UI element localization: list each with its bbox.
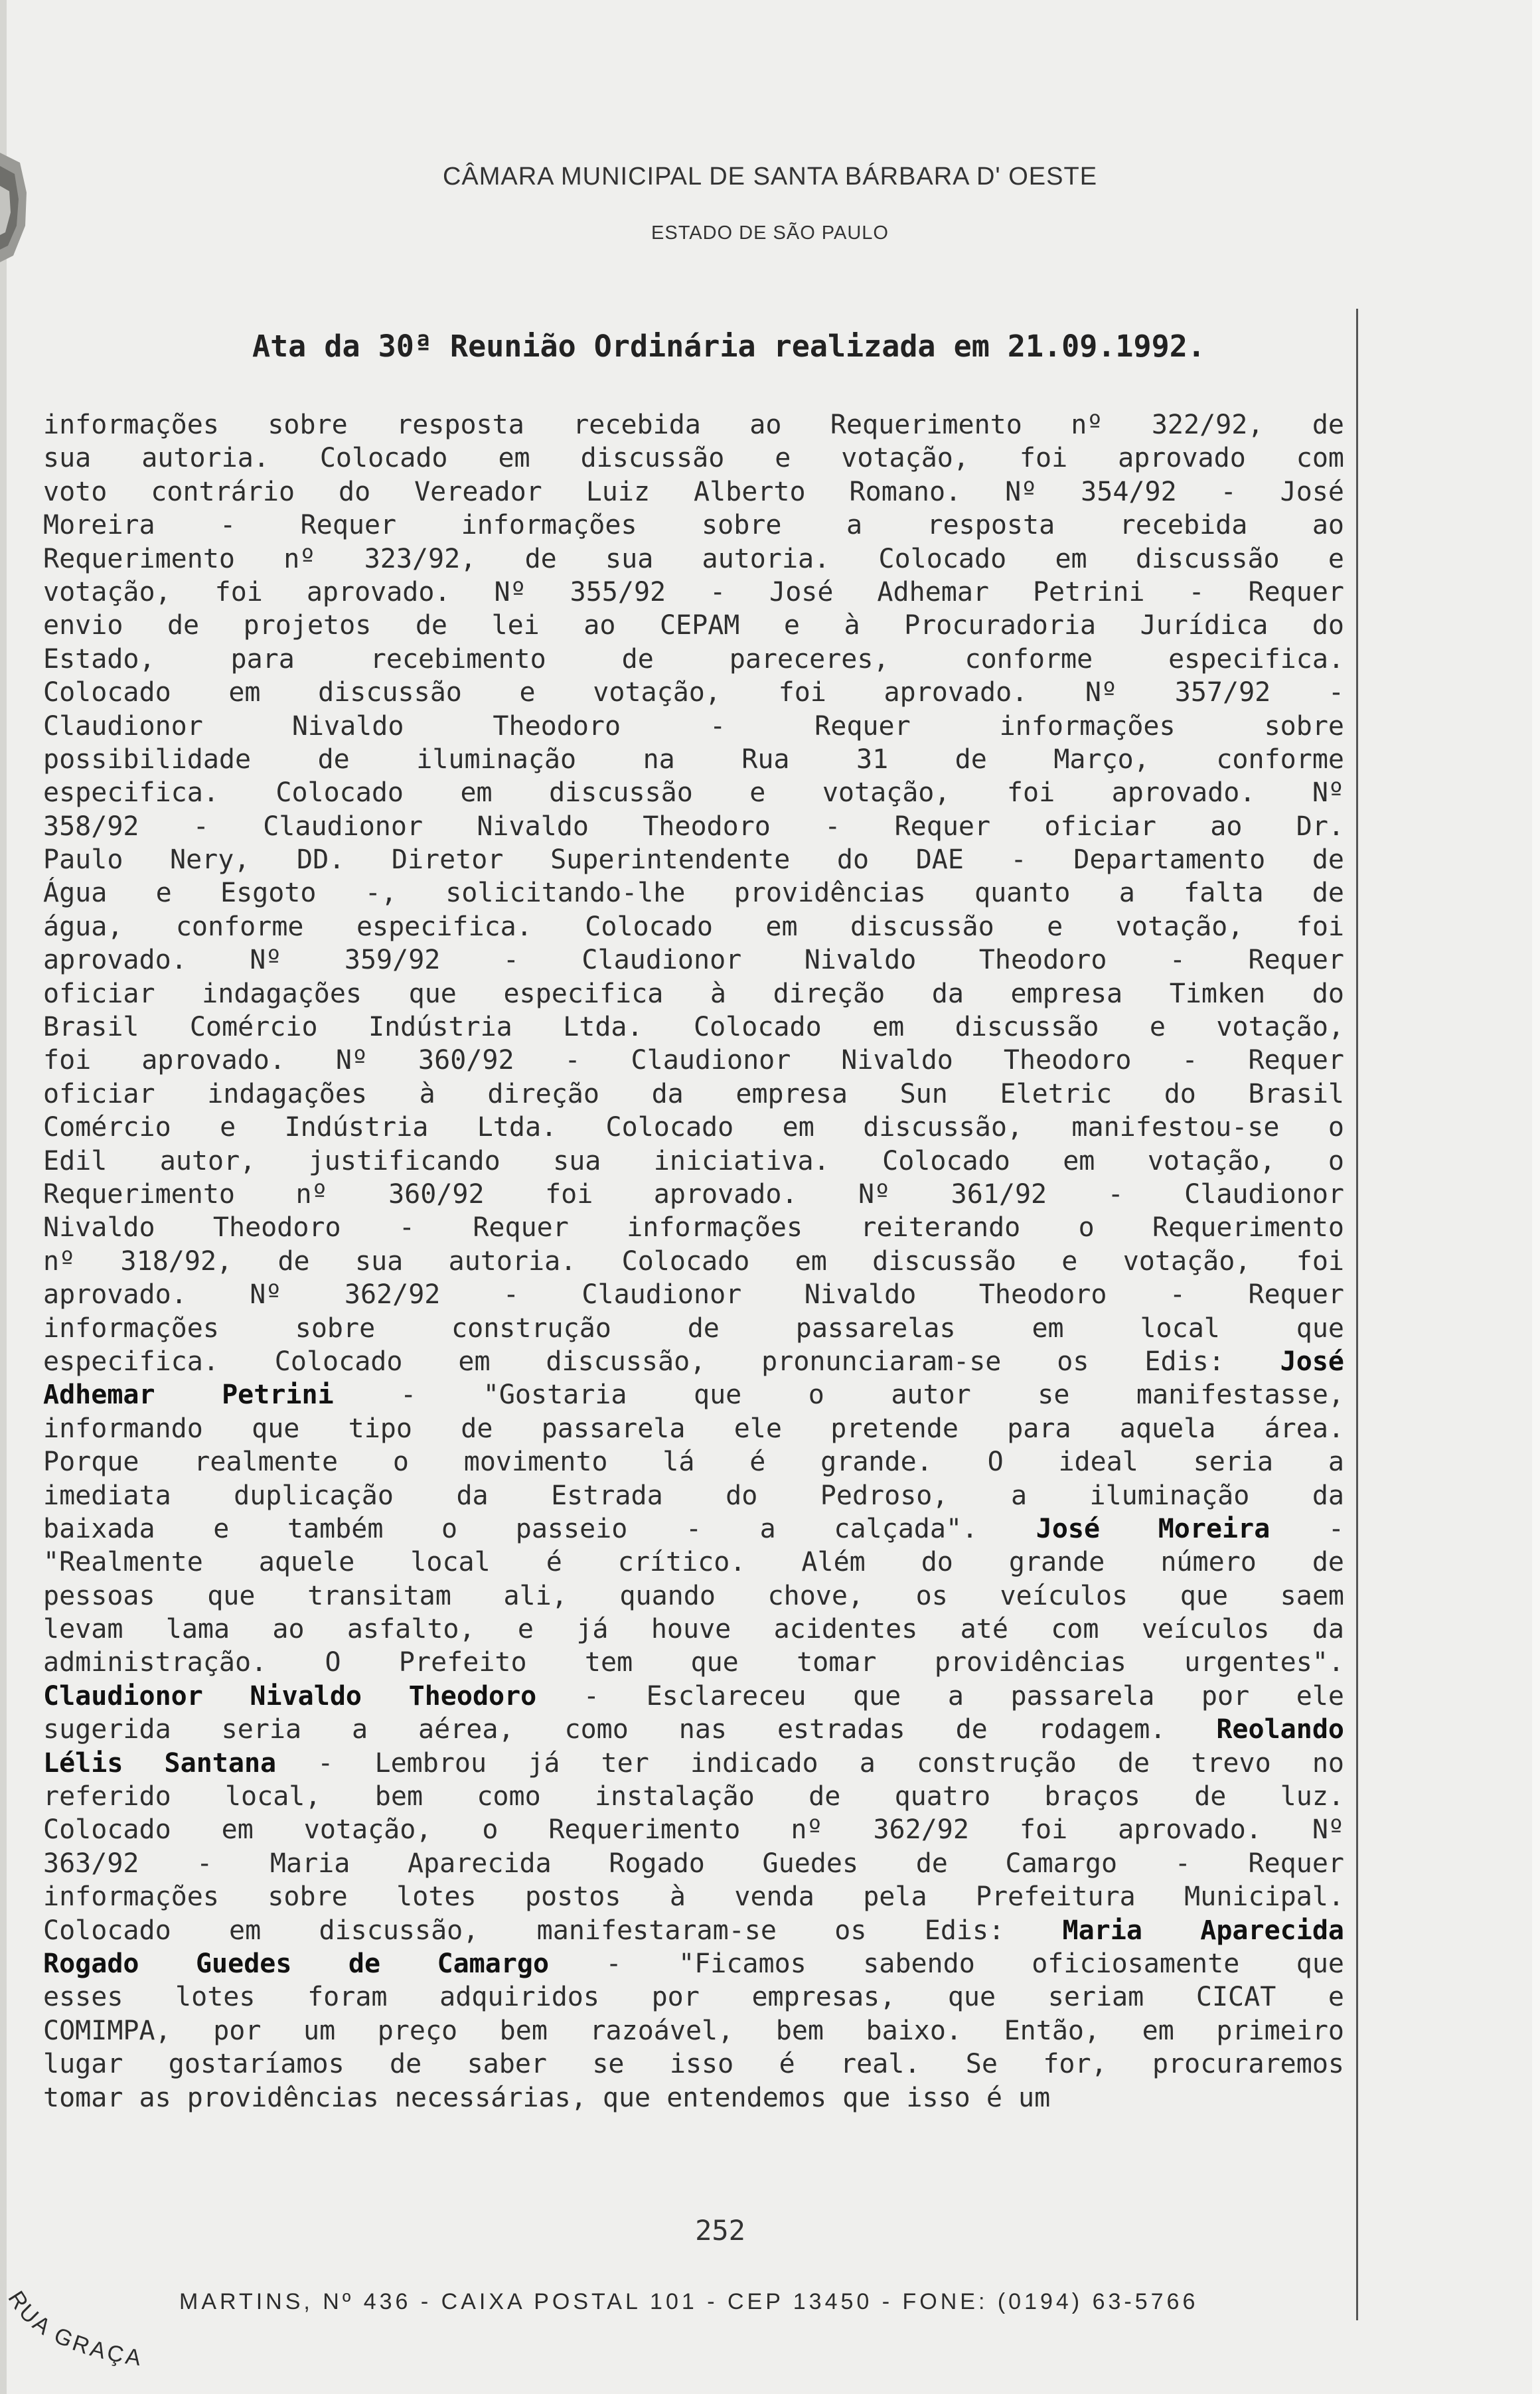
text-segment: - "Ficamos sabendo oficiosamente que <box>549 1948 1344 1979</box>
text-line <box>43 2081 1344 2115</box>
text-line <box>43 1077 1344 1111</box>
speaker-name: Maria Aparecida <box>1062 1915 1345 1946</box>
text-line <box>43 743 1344 776</box>
text-line <box>43 1479 1344 1512</box>
page-number: 252 <box>695 2214 745 2247</box>
text-segment: Água e Esgoto -, solicitando-lhe providências quanto a falta de <box>43 878 1344 909</box>
text-line <box>43 1713 1344 1746</box>
text-segment: água, conforme especifica. Colocado em discussão e votação, foi <box>43 911 1344 942</box>
speaker-name: Adhemar Petrini <box>43 1380 334 1411</box>
page-left-edge <box>0 0 7 2394</box>
text-segment: informações sobre lotes postos à venda pela Prefeitura Municipal. <box>43 1881 1344 1913</box>
text-line <box>43 1947 1344 1980</box>
text-segment: Colocado em votação, o Requerimento nº 362/92 foi aprovado. Nº <box>43 1814 1344 1846</box>
text-segment: Requerimento nº 360/92 foi aprovado. Nº 361/92 - Claudionor <box>43 1178 1344 1210</box>
text-line <box>43 1010 1344 1044</box>
text-segment: baixada e também o passeio - a calçada". <box>43 1513 1036 1544</box>
text-line <box>43 1278 1344 1311</box>
text-segment: Comércio e Indústria Ltda. Colocado em discussão, manifestou-se o <box>43 1112 1344 1143</box>
text-line <box>43 1880 1344 1913</box>
text-line <box>43 1345 1344 1378</box>
document-title: Ata da 30ª Reunião Ordinária realizada em 21.09.1992. <box>252 329 1205 364</box>
text-segment: - Esclareceu que a passarela por ele <box>536 1680 1344 1712</box>
text-line <box>43 609 1344 642</box>
text-segment: 358/92 - Claudionor Nivaldo Theodoro - Requer oficiar ao Dr. <box>43 811 1344 842</box>
text-line <box>43 810 1344 843</box>
text-line <box>43 843 1344 876</box>
text-line <box>43 1145 1344 1178</box>
svg-text:RUA GRAÇA: RUA GRAÇA <box>3 2290 145 2371</box>
text-line <box>43 643 1344 676</box>
text-segment: COMIMPA, por um preço bem razoável, bem baixo. Então, em primeiro <box>43 2015 1344 2046</box>
text-segment: - Lembrou já ter indicado a construção de trevo no <box>276 1747 1344 1779</box>
text-segment: - "Gostaria que o autor se manifestasse, <box>333 1380 1344 1411</box>
text-segment: levam lama ao asfalto, e já houve acidentes até com veículos da <box>43 1614 1344 1645</box>
text-line <box>43 1312 1344 1345</box>
speaker-name: José Moreira <box>1036 1513 1270 1544</box>
text-line <box>43 1813 1344 1846</box>
text-line <box>43 475 1344 509</box>
text-segment: sua autoria. Colocado em discussão e votação, foi aprovado com <box>43 443 1344 474</box>
text-segment: oficiar indagações à direção da empresa Sun Eletric do Brasil <box>43 1078 1344 1109</box>
text-line <box>43 1245 1344 1278</box>
text-line <box>43 1546 1344 1579</box>
margin-rule <box>1356 309 1358 2320</box>
text-segment: Requerimento nº 323/92, de sua autoria. Colocado em discussão e <box>43 543 1344 574</box>
text-line <box>43 1780 1344 1813</box>
text-segment: Colocado em discussão, manifestaram-se os Edis: <box>43 1915 1063 1946</box>
text-segment: pessoas que transitam ali, quando chove, os veículos que saem <box>43 1580 1344 1611</box>
text-segment: Nivaldo Theodoro - Requer informações reiterando o Requerimento <box>43 1212 1344 1243</box>
text-segment: aprovado. Nº 362/92 - Claudionor Nivaldo Theodoro - Requer <box>43 1279 1344 1311</box>
text-line <box>43 1378 1344 1411</box>
text-segment: aprovado. Nº 359/92 - Claudionor Nivaldo Theodoro - Requer <box>43 945 1344 976</box>
text-segment: Colocado em discussão e votação, foi aprovado. Nº 357/92 - <box>43 677 1344 708</box>
text-segment: especifica. Colocado em discussão e votação, foi aprovado. Nº <box>43 777 1344 809</box>
text-segment: tomar as providências necessárias, que entendemos que isso é um <box>43 2082 1051 2113</box>
text-line <box>43 1646 1344 1679</box>
text-segment: Paulo Nery, DD. Diretor Superintendente do DAE - Departamento de <box>43 844 1344 876</box>
text-segment: - <box>1270 1513 1344 1544</box>
text-line <box>43 943 1344 977</box>
text-line <box>43 977 1344 1010</box>
municipal-seal-icon <box>0 139 38 272</box>
text-segment: referido local, bem como instalação de quatro braços de luz. <box>43 1781 1344 1812</box>
chamber-name: CÂMARA MUNICIPAL DE SANTA BÁRBARA D' OESTE <box>442 163 1098 191</box>
text-line <box>43 1178 1344 1211</box>
page-right-edge <box>1532 0 1540 2394</box>
text-segment: Porque realmente o movimento lá é grande. O ideal seria a <box>43 1447 1344 1478</box>
footer-curved-text <box>0 2290 193 2383</box>
text-segment: sugerida seria a aérea, como nas estradas de rodagem. <box>43 1714 1217 1745</box>
text-line <box>43 1111 1344 1144</box>
text-line <box>43 1613 1344 1646</box>
text-segment: Edil autor, justificando sua iniciativa. Colocado em votação, o <box>43 1145 1344 1176</box>
text-line <box>43 408 1344 441</box>
text-segment: especifica. Colocado em discussão, pronunciaram-se os Edis: <box>43 1346 1280 1377</box>
text-segment: Brasil Comércio Indústria Ltda. Colocado em discussão e votação, <box>43 1012 1344 1043</box>
text-segment: 363/92 - Maria Aparecida Rogado Guedes de Camargo - Requer <box>43 1848 1344 1879</box>
text-segment: administração. O Prefeito tem que tomar providências urgentes". <box>43 1647 1344 1678</box>
text-segment: informações sobre resposta recebida ao Requerimento nº 322/92, de <box>43 410 1344 440</box>
text-line <box>43 710 1344 743</box>
text-line <box>43 441 1344 475</box>
text-segment: imediata duplicação da Estrada do Pedroso, a iluminação da <box>43 1480 1344 1511</box>
text-segment: votação, foi aprovado. Nº 355/92 - José Adhemar Petrini - Requer <box>43 576 1344 607</box>
text-segment: Estado, para recebimento de pareceres, conforme especifica. <box>43 643 1344 675</box>
text-line <box>43 1914 1344 1947</box>
text-line <box>43 776 1344 809</box>
text-segment: Moreira - Requer informações sobre a resposta recebida ao <box>43 510 1344 541</box>
text-segment: informando que tipo de passarela ele pretende para aquela área. <box>43 1413 1344 1444</box>
speaker-name: Lélis Santana <box>43 1747 277 1779</box>
text-segment: lugar gostaríamos de saber se isso é real. Se for, procuraremos <box>43 2049 1344 2080</box>
text-segment: envio de projetos de lei ao CEPAM e à Procuradoria Jurídica do <box>43 610 1344 641</box>
text-line <box>43 1512 1344 1546</box>
speaker-name: Reolando <box>1216 1714 1344 1745</box>
text-line <box>43 576 1344 609</box>
speaker-name: Rogado Guedes de Camargo <box>43 1948 550 1979</box>
text-line <box>43 1445 1344 1478</box>
text-line <box>43 1980 1344 2014</box>
text-line <box>43 1044 1344 1077</box>
text-segment: "Realmente aquele local é crítico. Além do grande número de <box>43 1547 1344 1578</box>
text-segment: informações sobre construção de passarelas em local que <box>43 1313 1344 1344</box>
footer-address: MARTINS, Nº 436 - CAIXA POSTAL 101 - CEP 13450 - FONE: (0194) 63-5766 <box>179 2289 1199 2314</box>
text-segment: possibilidade de iluminação na Rua 31 de Março, conforme <box>43 744 1344 775</box>
text-line <box>43 1412 1344 1445</box>
text-line <box>43 910 1344 943</box>
text-line <box>43 876 1344 910</box>
text-line <box>43 2014 1344 2047</box>
text-line <box>43 2047 1344 2081</box>
speaker-name: José <box>1280 1346 1344 1377</box>
text-segment: oficiar indagações que especifica à direção da empresa Timken do <box>43 978 1344 1009</box>
text-segment: Claudionor Nivaldo Theodoro - Requer informações sobre <box>43 710 1344 742</box>
text-line <box>43 1747 1344 1780</box>
text-line <box>43 1847 1344 1880</box>
text-line <box>43 1680 1344 1713</box>
text-segment: voto contrário do Vereador Luiz Alberto Romano. Nº 354/92 - José <box>43 476 1344 507</box>
state-name: ESTADO DE SÃO PAULO <box>651 222 889 244</box>
text-segment: nº 318/92, de sua autoria. Colocado em discussão e votação, foi <box>43 1245 1344 1277</box>
text-segment: foi aprovado. Nº 360/92 - Claudionor Nivaldo Theodoro - Requer <box>43 1045 1344 1076</box>
text-segment: esses lotes foram adquiridos por empresas, que seriam CICAT e <box>43 1982 1344 2013</box>
text-line <box>43 509 1344 542</box>
text-line <box>43 676 1344 709</box>
text-line <box>43 1579 1344 1613</box>
text-line <box>43 1211 1344 1244</box>
speaker-name: Claudionor Nivaldo Theodoro <box>43 1680 537 1712</box>
minutes-body <box>43 408 1344 2115</box>
text-line <box>43 542 1344 576</box>
